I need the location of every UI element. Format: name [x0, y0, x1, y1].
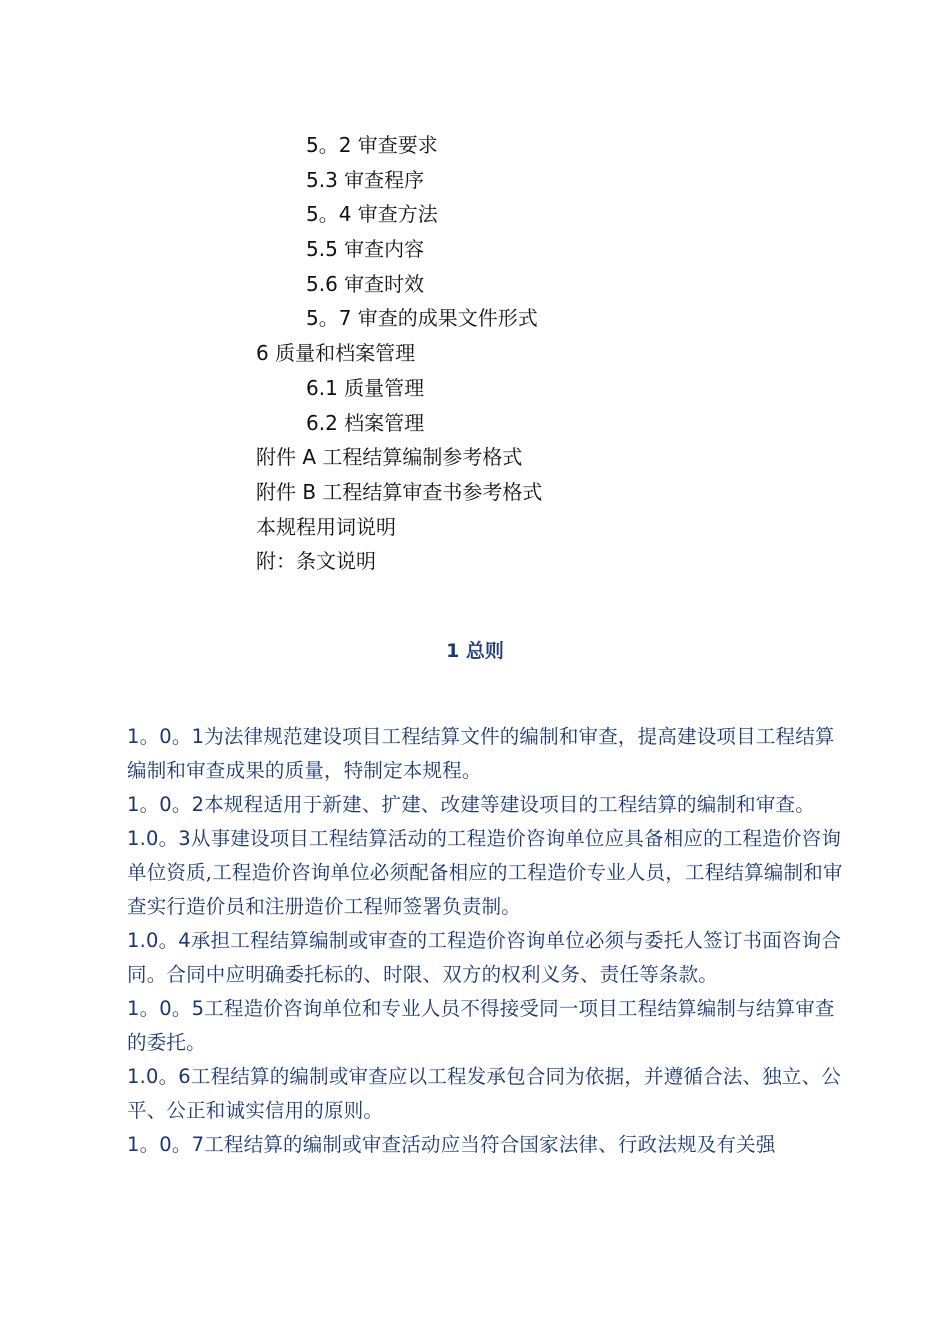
toc-entry: 6.2 档案管理	[306, 410, 425, 435]
clause-text: 承担工程结算编制或审查的工程造价咨询单位必须与委托人签订书面咨询合同。合同中应明确委托标的、时限、双方的权利义务、责任等条款。	[127, 929, 842, 986]
clause-text: 工程结算的编制或审查应以工程发承包合同为依据，并遵循合法、独立、公平、公正和诚实信用的原则。	[127, 1065, 842, 1122]
clause	[127, 924, 847, 992]
toc-entry: 5。2 审查要求	[306, 133, 438, 157]
clause-number: 1。0。7	[127, 1133, 205, 1156]
clause	[127, 720, 847, 788]
clause	[127, 1060, 847, 1128]
clause-text: 工程造价咨询单位和专业人员不得接受同一项目工程结算编制与结算审查的委托。	[127, 997, 835, 1054]
toc-entry: 6 质量和档案管理	[256, 341, 416, 366]
clause	[127, 788, 847, 822]
toc-entry: 附件 A 工程结算编制参考格式	[256, 445, 523, 470]
clause	[127, 992, 847, 1060]
toc-entry: 6.1 质量管理	[306, 375, 425, 400]
clause	[127, 1128, 847, 1162]
toc-entry: 5。4 审查方法	[306, 202, 438, 227]
clause-number: 1.0。3	[127, 827, 191, 850]
clause-number: 1.0。6	[127, 1065, 191, 1088]
toc-entry: 附件 B 工程结算审查书参考格式	[256, 479, 543, 504]
clause-number: 1.0。4	[127, 929, 191, 952]
toc-entry: 附：条文说明	[256, 549, 376, 574]
clause-text: 工程结算的编制或审查活动应当符合国家法律、行政法规及有关强	[204, 1133, 776, 1156]
clause-text: 从事建设项目工程结算活动的工程造价咨询单位应具备相应的工程造价咨询单位资质,工程造价咨询单位必须配备相应的工程造价专业人员，工程结算编制和审查实行造价员和注册造价工程师签署负责制。	[127, 827, 843, 918]
toc-entry: 5.5 审查内容	[306, 237, 425, 262]
toc-entry: 5.3 审查程序	[306, 167, 425, 192]
toc-entry: 本规程用词说明	[256, 514, 396, 539]
section-heading: 1 总则	[446, 640, 504, 662]
toc-entry: 5。7 审查的成果文件形式	[306, 306, 538, 331]
clause-number: 1。0。5	[127, 997, 205, 1020]
clause-text: 本规程适用于新建、扩建、改建等建设项目的工程结算的编制和审查。	[204, 793, 815, 816]
clause-number: 1。0。2	[127, 793, 205, 816]
clause-number: 1。0。1	[127, 725, 205, 748]
toc-entry: 5.6 审查时效	[306, 271, 425, 296]
clause	[127, 822, 847, 924]
clause-text: 为法律规范建设项目工程结算文件的编制和审查，提高建设项目工程结算编制和审查成果的质量，特制定本规程。	[127, 725, 835, 782]
table-of-contents	[0, 128, 950, 579]
clause-list	[127, 720, 847, 1162]
